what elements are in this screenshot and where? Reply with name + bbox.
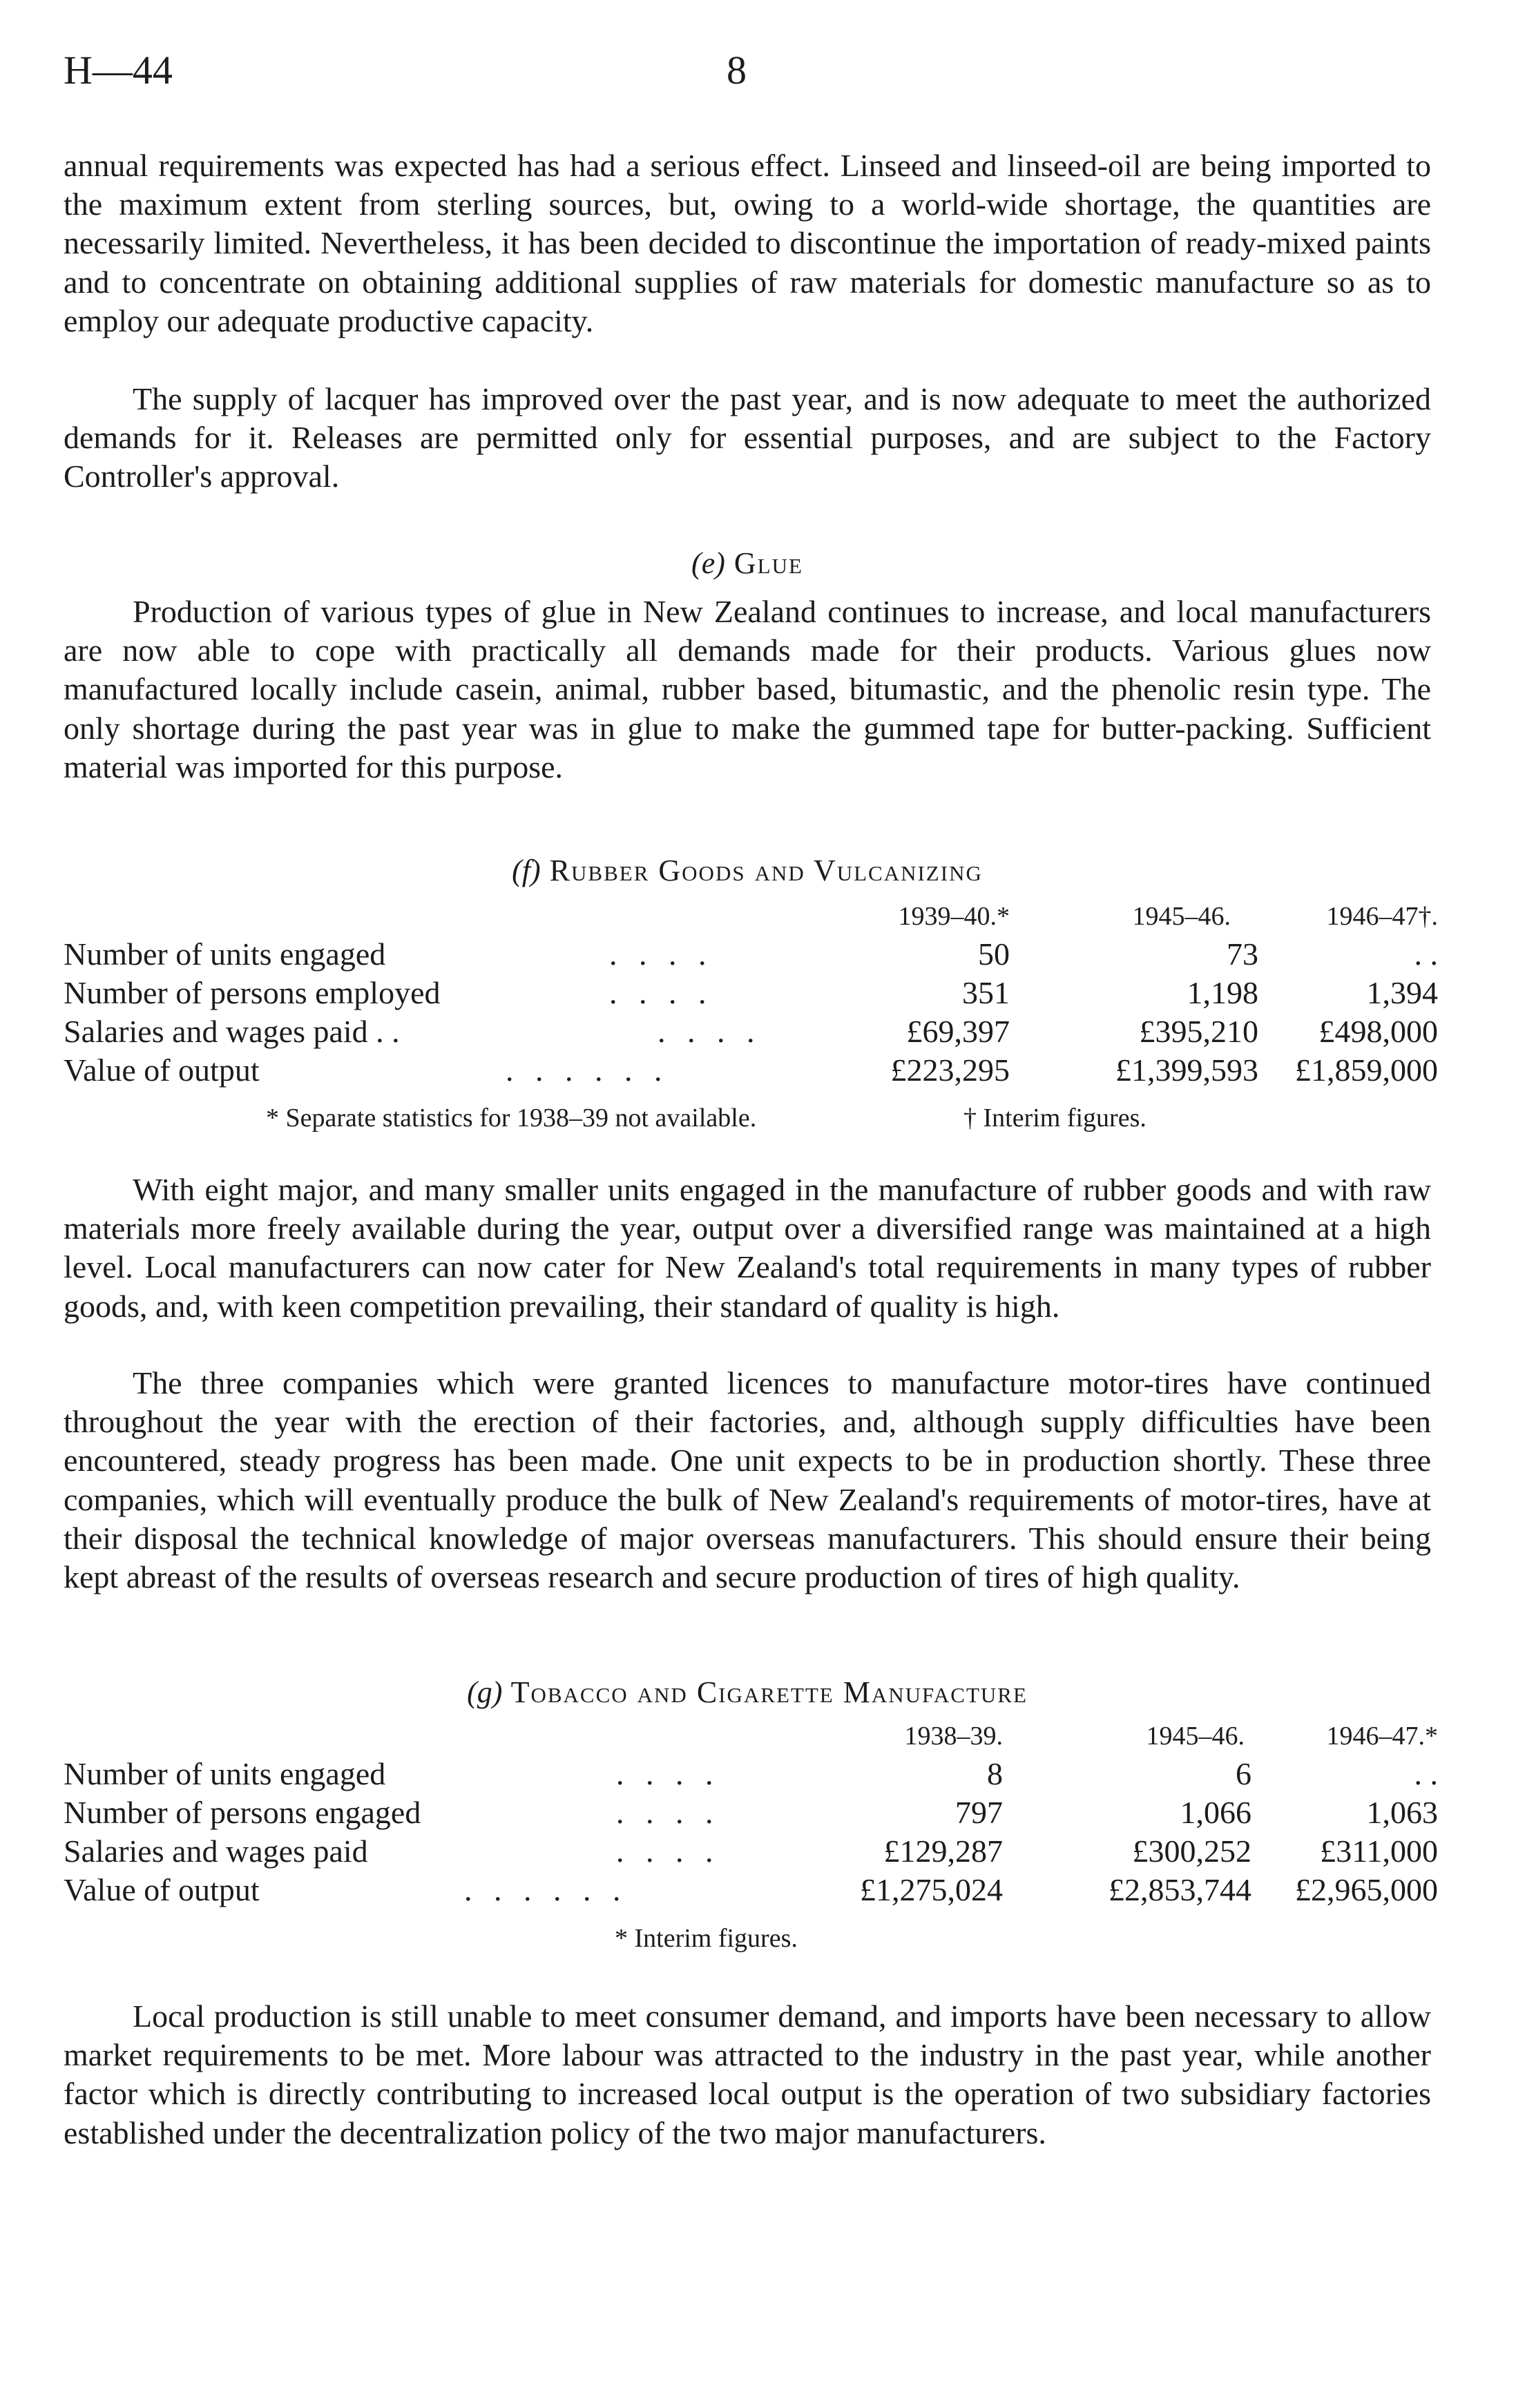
- table-cell: 797: [955, 1795, 1003, 1830]
- column-header: 1945–46.: [1146, 1722, 1245, 1751]
- table-cell: £395,210: [1139, 1014, 1258, 1049]
- column-header: 1946–47†.: [1326, 902, 1438, 931]
- tobacco-table: [64, 1721, 1438, 1910]
- table-row: [64, 1833, 1438, 1871]
- table-cell: 1,066: [1180, 1795, 1251, 1830]
- table-cell: £311,000: [1320, 1833, 1438, 1869]
- paragraph-text: With eight major, and many smaller units engaged in the manufacture of rubber goods and with raw materials more freely available during the year, output over a diversified range was maintained at a high level. Local manufacturers can now cater for New Zealand's total requirements in many types of rubber goods, and, with keen competition prevailing, their standard of quality is high.: [64, 1172, 1431, 1324]
- table-cell: £300,252: [1132, 1833, 1251, 1869]
- leader-dots: . . . .: [616, 1833, 720, 1869]
- leader-dots: . . . . . .: [464, 1872, 628, 1907]
- paragraph-text: annual requirements was expected has had a serious effect. Linseed and linseed-oil are being imported to the maximum extent from sterling sources, but, owing to a world-wide shortage, the quantities are necessarily limited. Nevertheless, it has been decided to discontinue the importation of ready-mixed paints and to concentrate on obtaining additional supplies of raw materials for domestic manufacture so as to employ our adequate productive capacity.: [64, 148, 1431, 338]
- section-letter: (g): [467, 1675, 503, 1709]
- table-cell: 6: [1236, 1756, 1251, 1791]
- leader-dots: . . . .: [658, 1014, 762, 1049]
- section-heading-tobacco: [64, 1675, 1431, 1710]
- table-cell: £2,853,744: [1109, 1872, 1251, 1907]
- paragraph-text: Local production is still unable to meet consumer demand, and imports have been necessary to allow market requirements to be met. More labour was attracted to the industry in the past year, while another factor which is directly contributing to increased local output is the operation of two subsidiary factories established under the decentralization policy of the two major manufacturers.: [64, 1998, 1431, 2150]
- paragraph-motor-tires: [64, 1364, 1431, 1597]
- row-label: Number of persons employed: [64, 975, 441, 1010]
- leader-dots: . . . . . .: [506, 1052, 669, 1088]
- table-cell: 351: [962, 975, 1010, 1010]
- document-reference: H—44: [64, 48, 173, 93]
- column-header: 1946–47.*: [1326, 1722, 1438, 1751]
- footnote-tobacco-interim: * Interim figures.: [615, 1924, 798, 1953]
- table-header-row: [64, 901, 1438, 936]
- table-cell: £129,287: [883, 1833, 1003, 1869]
- paragraph-glue: [64, 593, 1431, 787]
- table-cell: £69,397: [906, 1014, 1010, 1049]
- table-cell: . .: [1414, 936, 1438, 972]
- row-label: Salaries and wages paid . .: [64, 1014, 400, 1049]
- table-row: [64, 1013, 1438, 1052]
- row-label: Number of units engaged: [64, 936, 386, 972]
- paragraph-lacquer: [64, 380, 1431, 497]
- table-row: [64, 936, 1438, 974]
- paragraph-text: Production of various types of glue in New Zealand continues to increase, and local manufacturers are now able to cope with practically all demands made for their products. Various glues now manufactured locally include casein, animal, rubber based, bitumastic, and the phenolic resin type. The only shortage during the past year was in glue to make the gummed tape for butter-packing. Sufficient material was imported for this purpose.: [64, 594, 1431, 784]
- paragraph-tobacco: [64, 1997, 1431, 2152]
- column-header: 1939–40.*: [898, 902, 1010, 931]
- table-cell: £2,965,000: [1295, 1872, 1438, 1907]
- section-letter: (f): [512, 854, 541, 887]
- section-heading-rubber: [64, 853, 1431, 888]
- leader-dots: . . . .: [609, 936, 713, 972]
- page-number: 8: [727, 48, 747, 93]
- rubber-goods-table: [64, 901, 1438, 1090]
- table-row: [64, 1871, 1438, 1910]
- table-row: [64, 1755, 1438, 1794]
- table-cell: . .: [1414, 1756, 1438, 1791]
- column-header: 1945–46.: [1132, 902, 1231, 931]
- table-cell: £498,000: [1318, 1014, 1438, 1049]
- column-header: 1938–39.: [904, 1722, 1003, 1751]
- table-cell: 73: [1227, 936, 1258, 972]
- row-label: Value of output: [64, 1872, 260, 1907]
- footnote-rubber-separate: * Separate statistics for 1938–39 not available.: [266, 1104, 757, 1133]
- table-cell: 1,063: [1366, 1795, 1438, 1830]
- paragraph-text: The supply of lacquer has improved over the past year, and is now adequate to meet the authorized demands for it. Releases are permitted only for essential purposes, and are subject to the Factory Controller's approval.: [64, 381, 1431, 494]
- row-label: Number of persons engaged: [64, 1795, 421, 1830]
- paragraph-paints: [64, 146, 1431, 340]
- row-label: Salaries and wages paid: [64, 1833, 368, 1869]
- section-title: Glue: [733, 546, 803, 580]
- row-label: Value of output: [64, 1052, 260, 1088]
- page-header: [64, 47, 1445, 109]
- table-cell: £223,295: [890, 1052, 1010, 1088]
- section-heading-glue: [64, 546, 1431, 581]
- table-row: [64, 974, 1438, 1013]
- leader-dots: . . . .: [616, 1795, 720, 1830]
- table-cell: £1,275,024: [860, 1872, 1003, 1907]
- footnote-rubber-interim: † Interim figures.: [963, 1104, 1146, 1133]
- table-cell: £1,399,593: [1115, 1052, 1258, 1088]
- table-row: [64, 1794, 1438, 1833]
- paragraph-rubber-goods: [64, 1171, 1431, 1326]
- table-header-row: [64, 1721, 1438, 1755]
- table-cell: 8: [987, 1756, 1003, 1791]
- leader-dots: . . . .: [609, 975, 713, 1010]
- section-title: Rubber Goods and Vulcanizing: [549, 854, 983, 887]
- paragraph-text: The three companies which were granted licences to manufacture motor-tires have continued throughout the year with the erection of their factories, and, although supply difficulties have been encountered, steady progress has been made. One unit expects to be in production shortly. These three companies, which will eventually produce the bulk of New Zealand's requirements of motor-tires, have at their disposal the technical knowledge of major overseas manufacturers. This should ensure their being kept abreast of the results of overseas research and secure production of tires of high quality.: [64, 1365, 1431, 1595]
- table-cell: £1,859,000: [1295, 1052, 1438, 1088]
- table-cell: 1,394: [1366, 975, 1438, 1010]
- section-title: Tobacco and Cigarette Manufacture: [510, 1675, 1028, 1709]
- row-label: Number of units engaged: [64, 1756, 386, 1791]
- table-row: [64, 1052, 1438, 1090]
- leader-dots: . . . .: [616, 1756, 720, 1791]
- table-cell: 1,198: [1187, 975, 1258, 1010]
- table-cell: 50: [978, 936, 1010, 972]
- section-letter: (e): [691, 546, 725, 580]
